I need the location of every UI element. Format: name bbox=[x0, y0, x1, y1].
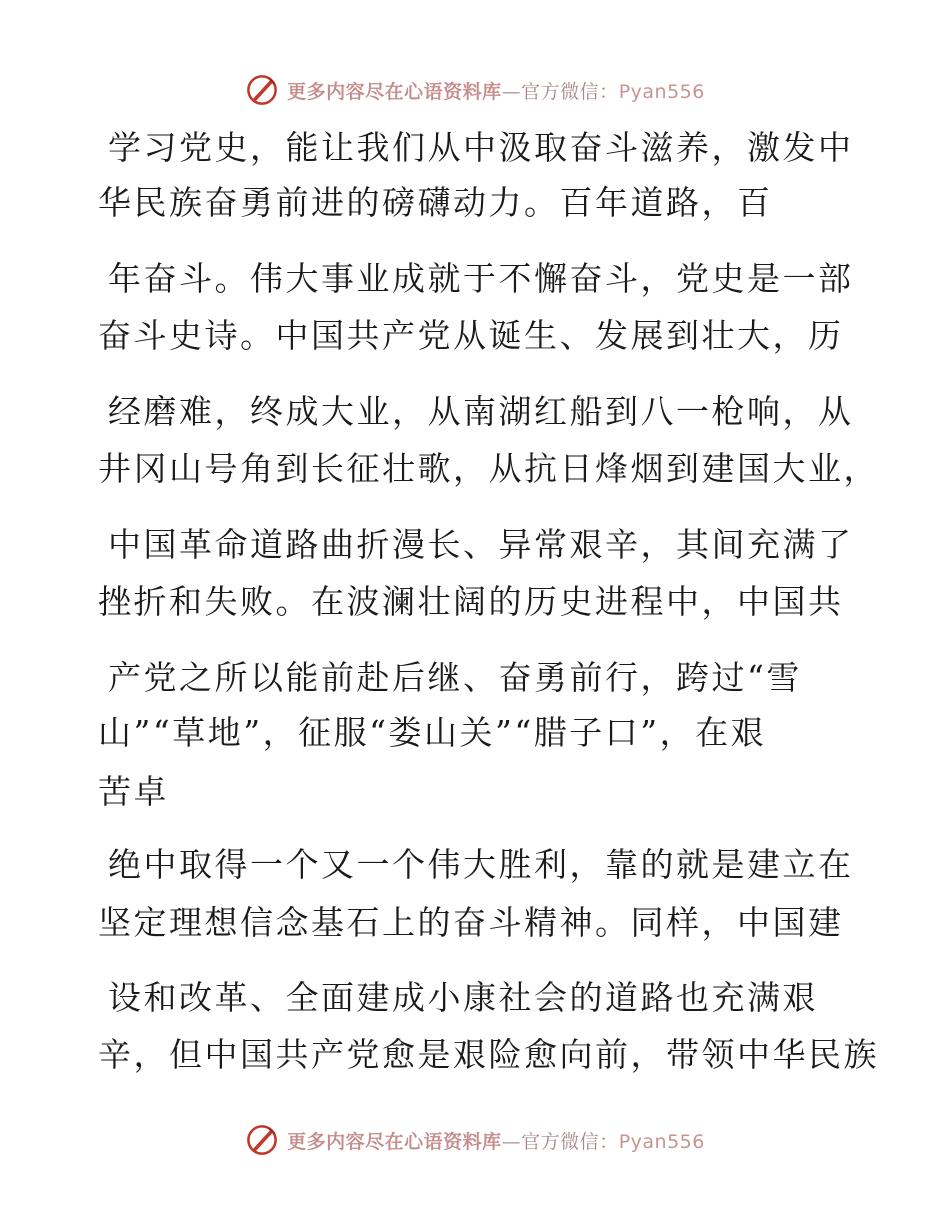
text-line: 辛，但中国共产党愈是艰险愈向前，带领中华民族 bbox=[98, 1035, 879, 1074]
text-line: 绝中取得一个又一个伟大胜利，靠的就是建立在 bbox=[108, 845, 854, 884]
banner-site-name: 更多内容尽在心语资料库 bbox=[287, 1130, 502, 1153]
text-line: 学习党史，能让我们从中汲取奋斗滋养，激发中 bbox=[108, 128, 854, 167]
text-line: 产党之所以能前赴后继、奋勇前行，跨过“雪 bbox=[108, 658, 802, 697]
text-line: 华民族奋勇前进的磅礴动力。百年道路，百 bbox=[98, 183, 773, 222]
banner-wechat-id: Pyan556 bbox=[618, 1130, 705, 1153]
text-line: 中国革命道路曲折漫长、异常艰辛，其间充满了 bbox=[108, 525, 854, 564]
banner-site-name: 更多内容尽在心语资料库 bbox=[287, 80, 502, 103]
text-line: 经磨难，终成大业，从南湖红船到八一枪响，从 bbox=[108, 392, 854, 431]
text-line: 山”“草地”，征服“娄山关”“腊子口”，在艰 bbox=[98, 713, 767, 752]
text-line: 年奋斗。伟大事业成就于不懈奋斗，党史是一部 bbox=[108, 259, 854, 298]
text-line: 设和改革、全面建成小康社会的道路也充满艰 bbox=[108, 978, 818, 1017]
header-watermark-banner bbox=[0, 70, 950, 110]
banner-separator: — bbox=[501, 1130, 522, 1153]
text-line: 奋斗史诗。中国共产党从诞生、发展到壮大，历 bbox=[98, 316, 844, 355]
banner-wechat-id: Pyan556 bbox=[618, 80, 705, 103]
text-line: 井冈山号角到长征壮歌，从抗日烽烟到建国大业， bbox=[98, 449, 879, 488]
footer-watermark-banner bbox=[0, 1120, 950, 1160]
text-line: 坚定理想信念基石上的奋斗精神。同样，中国建 bbox=[98, 903, 844, 942]
text-line: 苦卓 bbox=[98, 772, 169, 811]
banner-wechat-label: 官方微信： bbox=[521, 80, 619, 103]
text-line: 挫折和失败。在波澜壮阔的历史进程中，中国共 bbox=[98, 582, 844, 621]
banner-wechat-label: 官方微信： bbox=[521, 1130, 619, 1153]
pen-quill-logo-icon bbox=[245, 73, 279, 107]
pen-quill-logo-icon bbox=[245, 1123, 279, 1157]
banner-separator: — bbox=[501, 80, 522, 103]
